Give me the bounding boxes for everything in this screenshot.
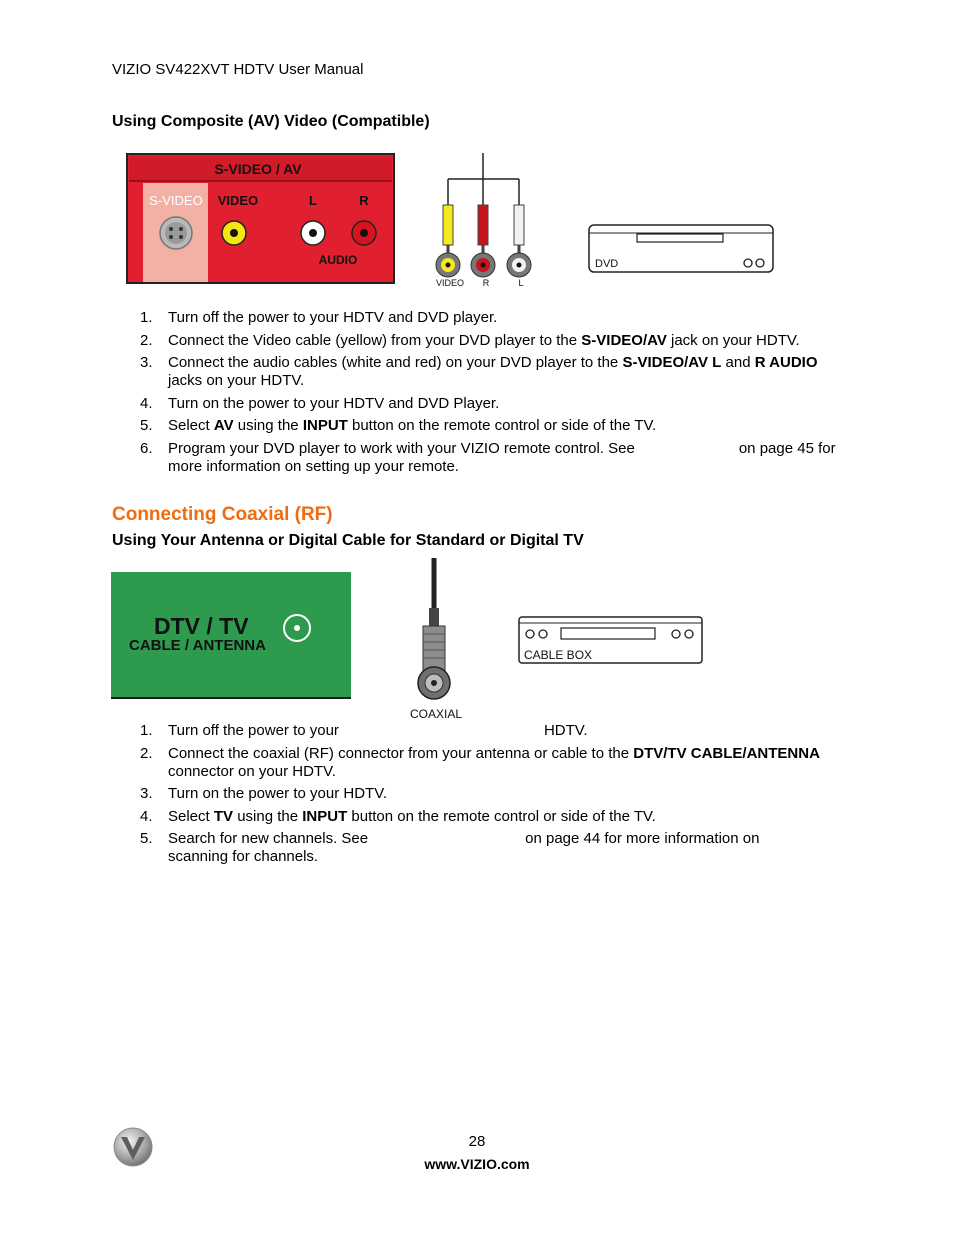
cable-box-illustration: [517, 615, 705, 666]
cable-box-button-icon: [539, 630, 547, 638]
panel-title: S-VIDEO / AV: [214, 161, 302, 177]
dtv-title: DTV / TV: [154, 613, 249, 639]
white-plug-icon: [507, 253, 531, 277]
svideo-av-panel-illustration: [126, 153, 396, 285]
svideo-label: S-VIDEO: [149, 193, 203, 208]
video-label: VIDEO: [217, 193, 259, 208]
cable-box-label: CABLE BOX: [524, 648, 593, 662]
dtv-subtitle: CABLE / ANTENNA: [129, 637, 266, 654]
coax-steps-list: [112, 722, 842, 871]
list-item: 4. Select TV using the INPUT button on the remote control or side of the TV.: [140, 807, 656, 825]
list-item: 5. Select AV using the INPUT button on the remote control or side of the TV.: [140, 417, 657, 434]
dvd-label: DVD: [595, 258, 619, 270]
coax-plug-icon: [418, 667, 450, 699]
list-item: 1. Turn off the power to your HDTV.: [140, 722, 588, 739]
dvd-button-icon: [756, 259, 764, 267]
coaxial-cable-illustration: [400, 558, 482, 726]
section-coax-heading: Connecting Coaxial (RF): [112, 504, 333, 525]
cable-box-button-icon: [672, 630, 680, 638]
audio-r-label: R: [359, 193, 369, 208]
cable-r-label: R: [482, 278, 490, 288]
list-item: 6. Program your DVD player to work with your VIZIO remote control. See on page 45 for more information on setting up your remote.: [140, 439, 836, 475]
dvd-button-icon: [744, 259, 752, 267]
cable-box-button-icon: [526, 630, 534, 638]
red-plug-icon: [471, 253, 495, 277]
audio-r-jack-icon: [352, 221, 376, 245]
av-steps-list: [112, 309, 842, 480]
rca-cable-illustration: [430, 153, 536, 289]
section-coax-subheading: Using Your Antenna or Digital Cable for Standard or Digital TV: [112, 532, 584, 549]
audio-label: AUDIO: [318, 253, 358, 267]
list-item: 3. Turn on the power to your HDTV.: [140, 785, 387, 802]
video-jack-icon: [222, 221, 246, 245]
footer-url: www.VIZIO.com: [424, 1156, 530, 1172]
dtv-tv-panel-illustration: [111, 572, 353, 700]
list-item: 2. Connect the Video cable (yellow) from your DVD player to the S-VIDEO/AV jack on your HDTV.: [140, 331, 800, 349]
yellow-plug-icon: [436, 253, 460, 277]
svideo-jack-icon: [160, 217, 192, 249]
coaxial-label: COAXIAL: [409, 707, 463, 721]
list-item: 2. Connect the coaxial (RF) connector from your antenna or cable to the DTV/TV CABLE/ANTENNA connector on your HDTV.: [140, 744, 820, 780]
audio-l-label: L: [309, 193, 317, 208]
list-item: 5. Search for new channels. See on page 44 for more information on scanning for channels.: [140, 830, 760, 865]
audio-l-jack-icon: [301, 221, 325, 245]
manual-title: VIZIO SV422XVT HDTV User Manual: [112, 61, 364, 78]
cable-video-label: VIDEO: [435, 278, 465, 288]
cable-box-button-icon: [685, 630, 693, 638]
list-item: 1. Turn off the power to your HDTV and DVD player.: [140, 309, 498, 326]
list-item: 4. Turn on the power to your HDTV and DVD Player.: [140, 394, 500, 412]
cable-l-label: L: [518, 278, 524, 288]
section-av-heading: Using Composite (AV) Video (Compatible): [112, 113, 430, 130]
dvd-player-illustration: [587, 223, 775, 275]
list-item: 3. Connect the audio cables (white and red) on your DVD player to the S-VIDEO/AV L and R AUDIO jacks on your HDTV.: [140, 354, 818, 389]
page-number: 28: [468, 1133, 486, 1150]
